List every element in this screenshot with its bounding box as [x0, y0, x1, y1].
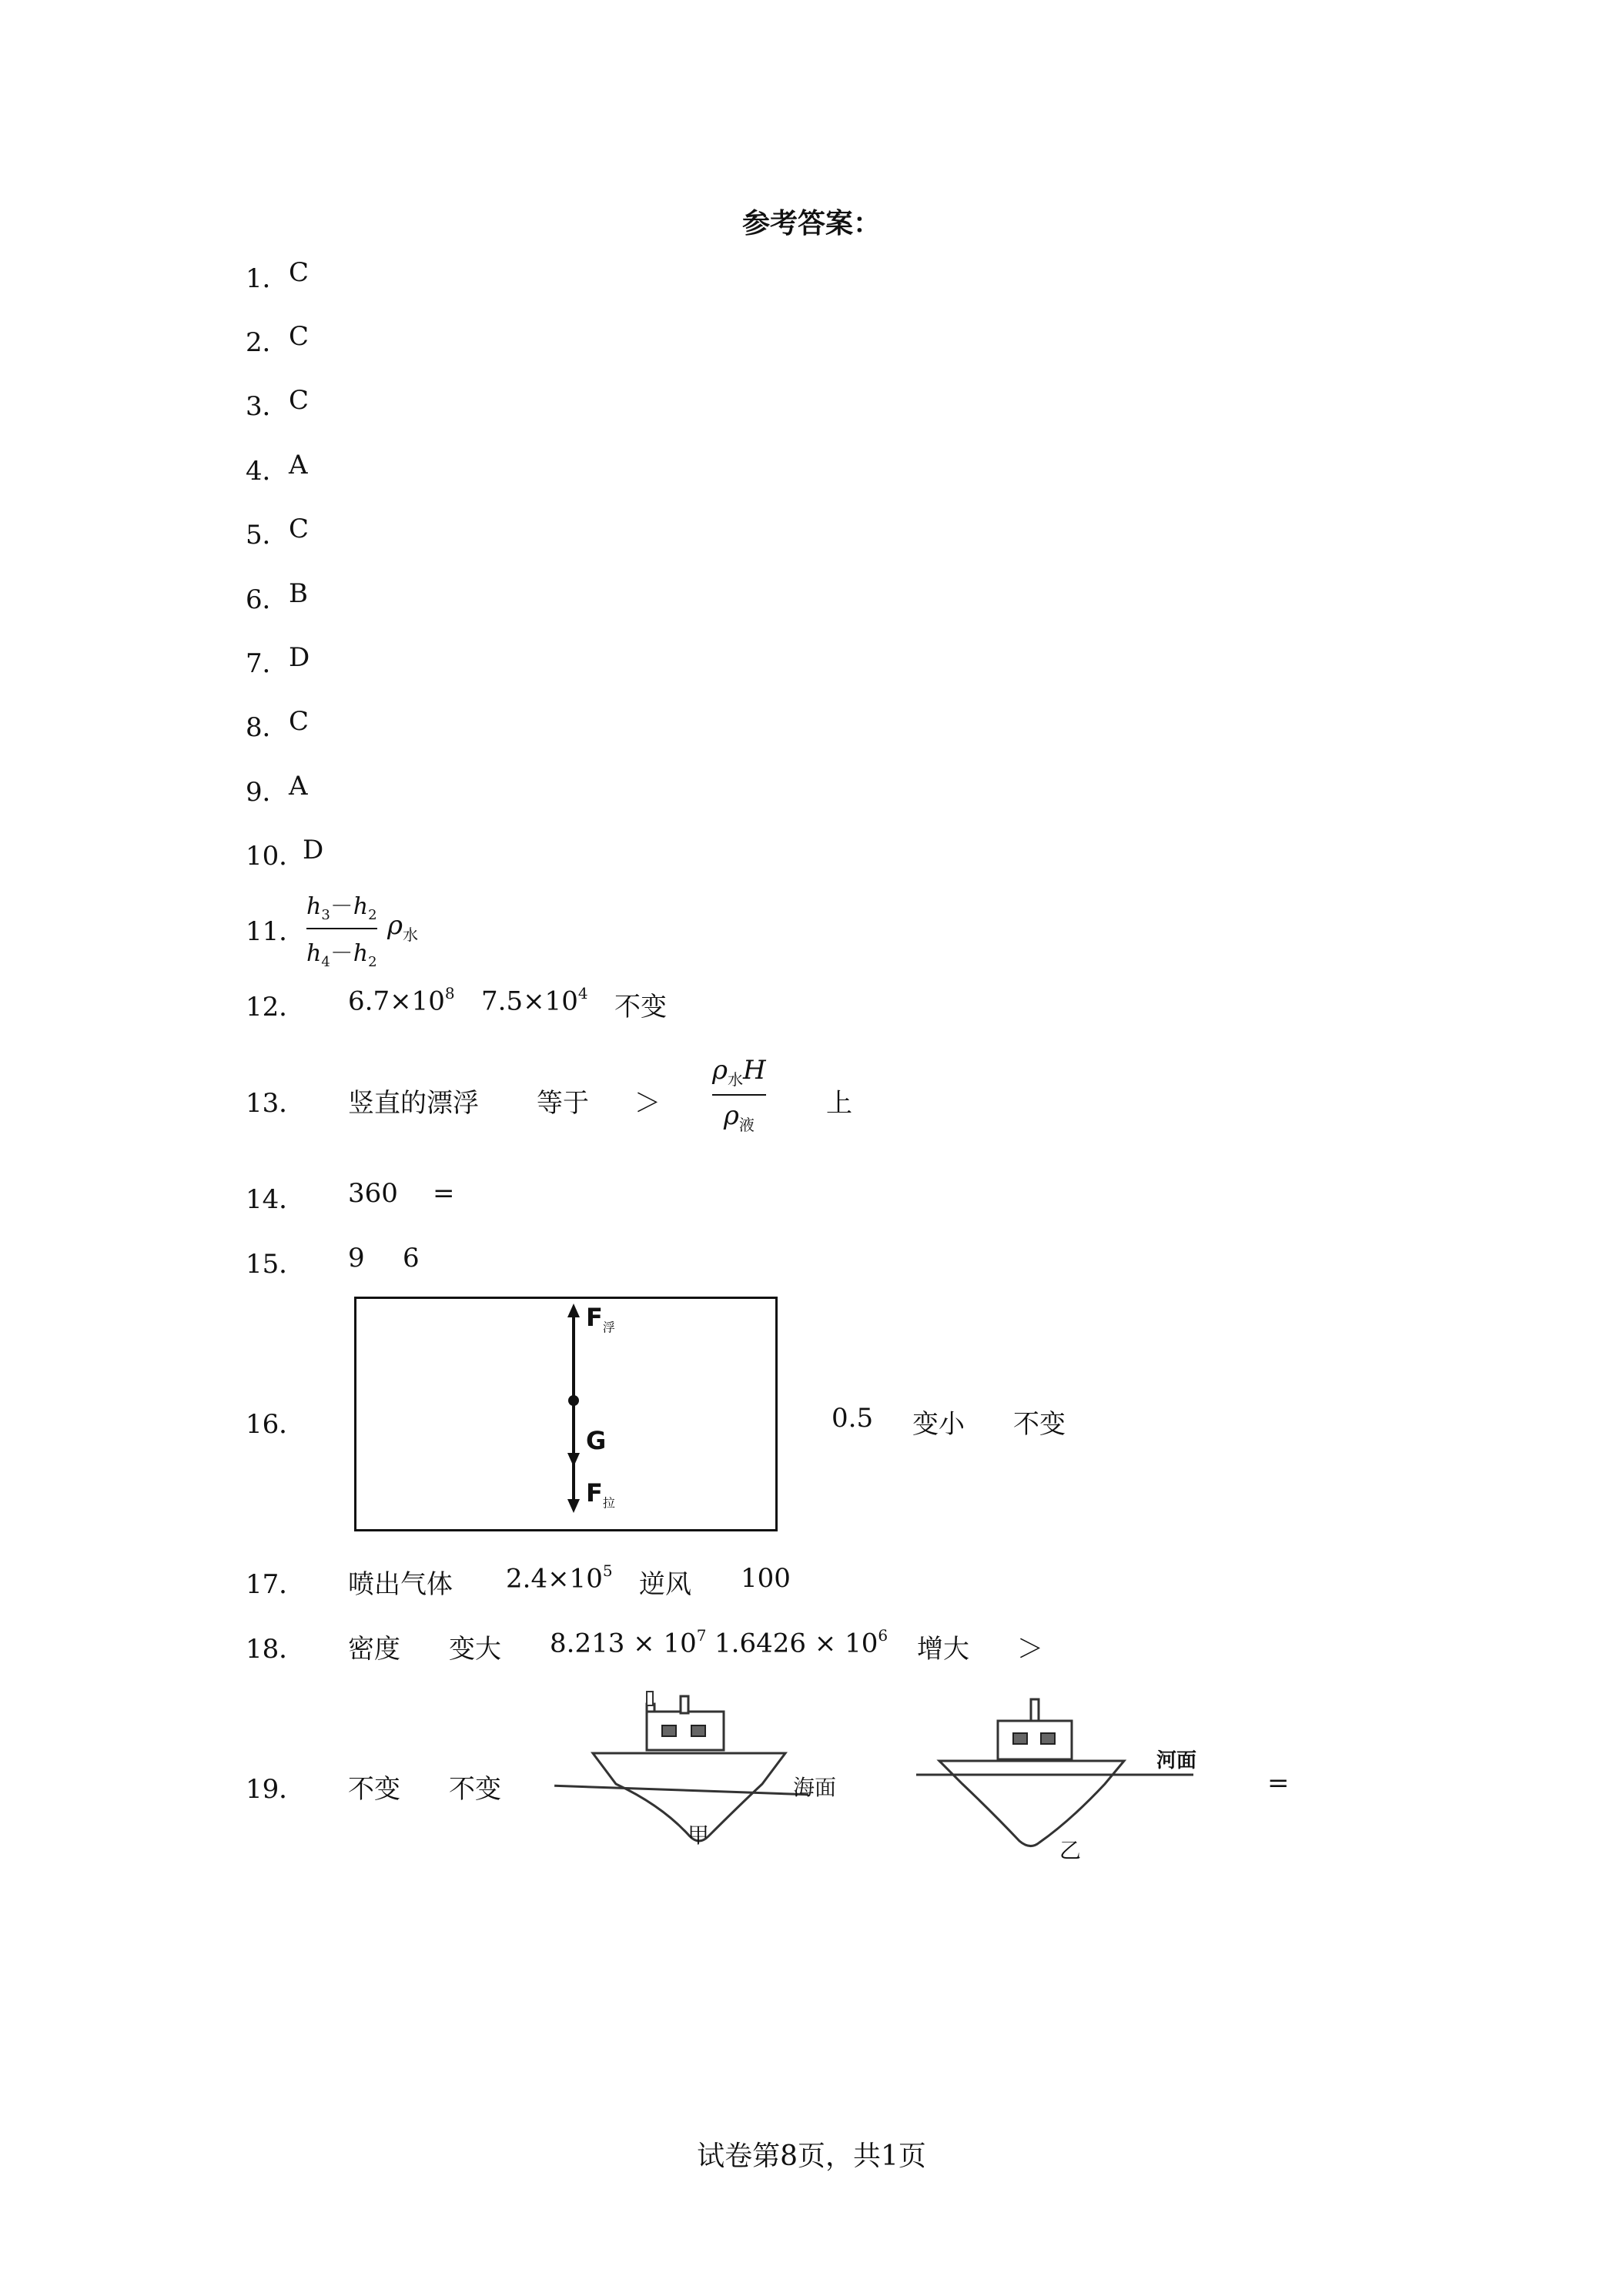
f-pull-label: $F_拉$: [586, 1478, 615, 1511]
q19-number: 19．: [246, 1774, 306, 1805]
q12-answer-2: $7.5\times 10^4$: [481, 984, 588, 1017]
buoyancy-arrowhead: [567, 1304, 580, 1317]
center-point: [568, 1395, 579, 1406]
ship-yi-figure: [916, 1690, 1193, 1867]
answer-number: 6．: [246, 584, 289, 615]
g-label: G: [586, 1426, 607, 1455]
q19-answer-1: 不变: [348, 1774, 400, 1805]
answer-number: 1．: [246, 263, 289, 294]
q12-number: 12．: [246, 992, 306, 1022]
f-buoy-label: $F_浮$: [586, 1303, 615, 1335]
q13-fraction: $\rho_水H$ $\rho_液$: [712, 1055, 766, 1134]
q18-answer-3: $8.213 \times 10^7$: [550, 1626, 707, 1659]
page-title: 参考答案：: [741, 207, 881, 239]
q13-answer-1: 竖直的漂浮: [348, 1088, 479, 1119]
q15-number: 15．: [246, 1249, 306, 1280]
answer-number: 10．: [246, 841, 306, 872]
force-diagram: [356, 1299, 775, 1529]
force-diagram-box: [354, 1297, 778, 1531]
answer-number: 3．: [246, 391, 289, 422]
yi-label: 乙: [1059, 1838, 1082, 1863]
q13-answer-2: 等于: [537, 1088, 589, 1119]
q17-answer-3: 逆风: [639, 1569, 691, 1600]
gravity-arrowhead: [567, 1453, 580, 1467]
q18-answer-6: ＞: [1017, 1634, 1043, 1665]
q11-fraction: $h_3-h_2$ $h_4-h_2$: [306, 893, 377, 970]
q17-number: 17．: [246, 1569, 306, 1600]
q19-answer-3: =: [1267, 1768, 1290, 1799]
answer-value: D: [289, 642, 310, 673]
q15-answer-2: 6: [403, 1243, 420, 1274]
q15-answer-1: 9: [348, 1243, 365, 1274]
sea-label: 海面: [793, 1775, 837, 1800]
q16-answer-3: 不变: [1013, 1409, 1066, 1440]
q17-answer-2: $2.4\times 10^5$: [506, 1561, 613, 1595]
answer-number: 8．: [246, 712, 289, 743]
q12-answer-1: $6.7\times 10^8$: [348, 984, 455, 1017]
answer-number: 2．: [246, 327, 289, 358]
q13-number: 13．: [246, 1088, 306, 1119]
pull-arrowhead: [567, 1499, 580, 1513]
q12-answer-3: 不变: [614, 992, 667, 1022]
answer-value: C: [289, 706, 310, 737]
answer-value: C: [289, 385, 310, 416]
q18-answer-4: $1.6426 \times 10^6$: [714, 1626, 888, 1659]
q17-answer-4: 100: [741, 1563, 791, 1594]
q11-number: 11．: [246, 916, 306, 947]
q16-answer-1: 0.5: [832, 1403, 874, 1434]
q13-answer-5: 上: [826, 1088, 852, 1119]
answer-value: A: [289, 450, 308, 480]
answer-value: C: [289, 321, 310, 352]
answer-number: 5．: [246, 520, 289, 551]
q14-number: 14．: [246, 1184, 306, 1215]
answer-value: C: [289, 257, 310, 288]
q18-answer-5: 增大: [917, 1634, 969, 1665]
answer-value: C: [289, 514, 310, 544]
page-footer: 试卷第8页，共1页: [697, 2140, 926, 2172]
river-label: 河面: [1156, 1749, 1197, 1772]
q14-answer-1: 360: [348, 1178, 398, 1209]
jia-label: 甲: [688, 1822, 710, 1848]
q17-answer-1: 喷出气体: [348, 1569, 453, 1600]
q18-answer-1: 密度: [348, 1634, 400, 1665]
q18-answer-2: 变大: [449, 1634, 501, 1665]
answer-number: 4．: [246, 456, 289, 487]
answer-value: D: [303, 835, 324, 865]
q16-answer-2: 变小: [912, 1409, 965, 1440]
q19-answer-2: 不变: [449, 1774, 501, 1805]
q13-answer-3: ＞: [634, 1088, 661, 1119]
answer-value: A: [289, 771, 308, 802]
q16-number: 16．: [246, 1409, 306, 1440]
q18-number: 18．: [246, 1634, 306, 1665]
q14-answer-2: =: [433, 1178, 455, 1209]
answer-value: B: [289, 578, 308, 609]
q11-rho: $\rho_水$: [387, 910, 418, 944]
answer-number: 9．: [246, 777, 289, 808]
answer-number: 7．: [246, 648, 289, 679]
